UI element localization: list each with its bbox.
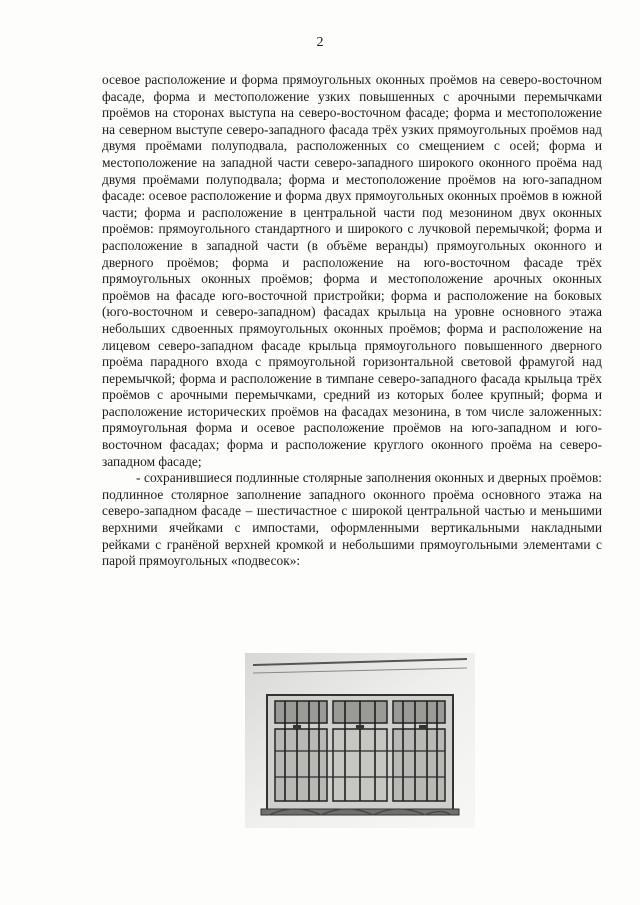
window-photo-drawing <box>245 653 475 828</box>
paragraph-facade-openings: осевое расположение и форма прямоугольных оконных проёмов на северо-восточном фасаде, форма и местоположение узких повышенных с арочными перемычками проёмов на сторонах выступа на северо-восточном фасаде; форма и местоположение на северном выступе северо-западного фасада трёх узких прямоугольных проёмов над двумя проёмами полуподвала, расположенных со смещением с осей; форма и местоположение на западной части северо-западного широкого оконного проёма над двумя проёмами полуподвала; форма и местоположение проёмов на юго-западном фасаде: осевое расположение и форма двух прямоугольных оконных проёмов в южной части; форма и расположение в центральной части под мезонином двух оконных проёмов: прямоугольного стандартного и широкого с лучковой перемычкой; форма и расположение в западной части (в объёме веранды) прямоугольных оконного и дверного проёмов; форма и расположение на юго-восточном фасаде трёх прямоугольных оконных проёмов; форма и местоположение арочных оконных проёмов на фасаде юго-восточной пристройки; форма и расположение на боковых (юго-восточном и северо-западном) фасадах крыльца на уровне основного этажа небольших сдвоенных прямоугольных оконных проёмов; форма и расположение на лицевом северо-западном фасаде крыльца прямоугольного повышенного дверного проёма парадного входа с прямоугольной горизонтальной световой фрамугой над перемычкой; форма и расположение в тимпане северо-западного фасада крыльца трёх проёмов с арочными перемычками, средний из которых более крупный; форма и расположение исторических проёмов на фасадах мезонина, в том числе заложенных: прямоугольная форма и осевое расположение проёмов на юго-западном и юго-восточном фасадах; форма и расположение круглого оконного проёма на северо-западном фасаде; <box>102 72 602 469</box>
body-text <box>102 72 602 570</box>
window-photo <box>245 653 475 828</box>
page-number: 2 <box>316 35 324 50</box>
paragraph-joinery: - сохранившиеся подлинные столярные заполнения оконных и дверных проёмов: подлинное столярное заполнение западного оконного проёма основного этажа на северо-западном фасаде – шестичастное с широкой центральной частью и меньшими верхними ячейками с импостами, оформленными вертикальными накладными рейками с гранёной верхней кромкой и небольшими прямоугольными элементами с парой прямоугольных «подвесок»: <box>102 470 602 569</box>
